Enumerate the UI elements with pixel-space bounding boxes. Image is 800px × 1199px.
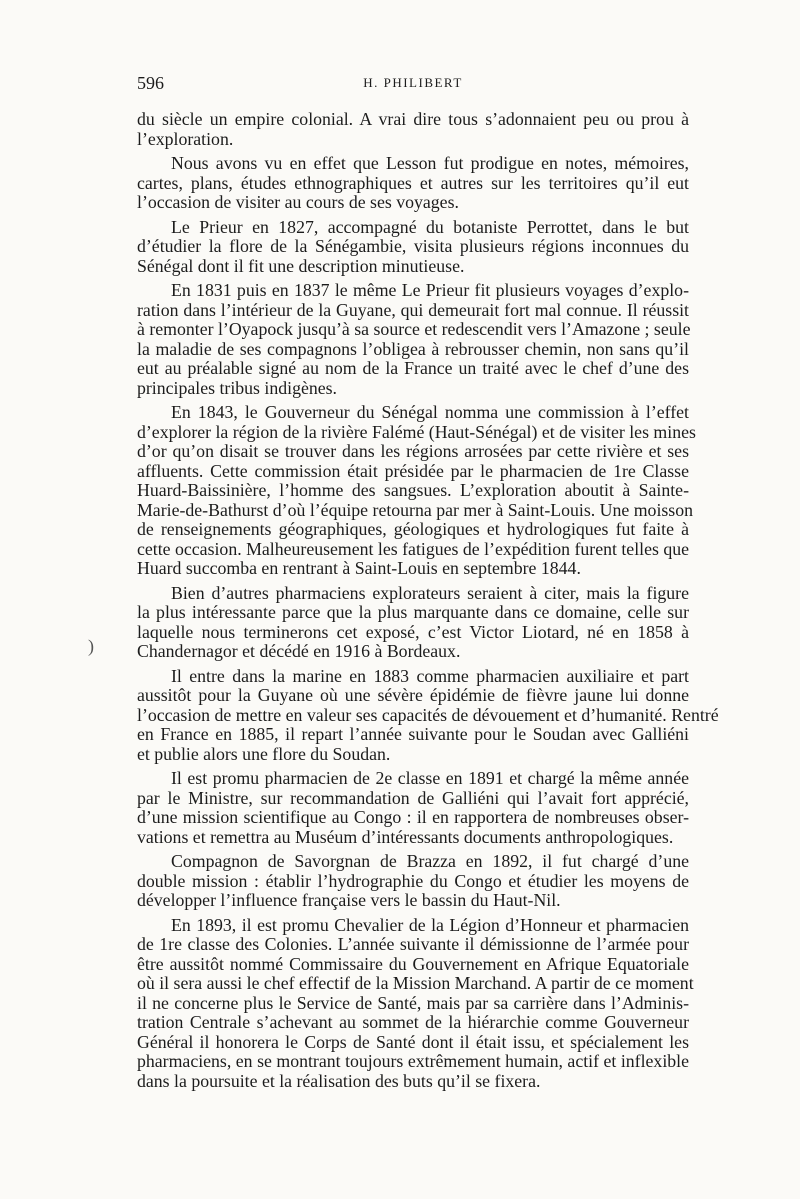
paragraph-4 <box>137 281 689 398</box>
paragraph-3 <box>137 218 689 277</box>
text-line: Il entre dans la marine en 1883 comme pharmacien auxiliaire et part <box>171 665 689 686</box>
text-line: Marie-de-Bathurst d’où l’équipe retourna par mer à Saint-Louis. Une moisson <box>137 499 694 520</box>
margin-mark: ) <box>88 636 94 656</box>
text-line: affluents. Cette commission était présidée par le pharmacien de 1re Classe <box>137 460 689 481</box>
text-line: Général il honorera le Corps de Santé dont il était issu, et spécialement les <box>137 1031 689 1052</box>
text-line: vations et remettra au Muséum d’intéressants documents anthropologiques. <box>137 826 674 847</box>
text-line: du siècle un empire colonial. A vrai dire tous s’adonnaient peu ou prou à <box>137 109 689 129</box>
text-line: Le Prieur en 1827, accompagné du botaniste Perrottet, dans le but <box>171 216 689 237</box>
paragraph-2 <box>137 154 689 213</box>
text-line: laquelle nous terminerons cet exposé, c’est Victor Liotard, né en 1858 à <box>137 621 689 642</box>
text-line: En 1831 puis en 1837 le même Le Prieur fit plusieurs voyages d’explo- <box>171 280 689 300</box>
text-line: où il sera aussi le chef effectif de la Mission Marchand. A partir de ce moment <box>137 973 694 993</box>
text-line: et publie alors une flore du Soudan. <box>137 743 391 764</box>
text-line: Huard succomba en rentrant à Saint-Louis en septembre 1844. <box>137 558 581 578</box>
text-line: ration dans l’intérieur de la Guyane, qui demeurait fort mal connue. Il réussit <box>137 299 689 320</box>
text-line: En 1893, il est promu Chevalier de la Légion d’Honneur et pharmacien <box>171 914 689 935</box>
text-line: Nous avons vu en effet que Lesson fut prodigue en notes, mémoires, <box>171 153 689 173</box>
text-line: tration Centrale s’achevant au sommet de la hiérarchie comme Gouverneur <box>137 1012 689 1032</box>
body-text <box>137 109 719 1096</box>
text-line: être aussitôt nommé Commissaire du Gouvernement en Afrique Equatoriale <box>137 953 689 974</box>
paragraph-9 <box>137 852 689 911</box>
text-line: principales tribus indigènes. <box>137 377 337 398</box>
page-header <box>137 73 689 99</box>
text-line: Huard-Baissinière, l’homme des sangsues. L’exploration aboutit à Sainte- <box>137 480 689 500</box>
text-line: par le Ministre, sur recommandation de Galliéni qui l’avait fort apprécié, <box>137 787 689 808</box>
text-line: eut au préalable signé au nom de la France un traité avec le chef d’une des <box>137 358 689 378</box>
text-line: de renseignements géographiques, géologiques et hydrologiques fut faite à <box>137 519 689 539</box>
text-line: il ne concerne plus le Service de Santé, mais par sa carrière dans l’Adminis- <box>137 992 689 1013</box>
paragraph-8 <box>137 769 689 847</box>
text-line: Bien d’autres pharmaciens explorateurs seraient à citer, mais la figure <box>171 582 689 603</box>
text-line: cette occasion. Malheureusement les fatigues de l’expédition furent telles que <box>137 538 690 559</box>
text-line: de 1re classe des Colonies. L’année suivante il démissionne de l’armée pour <box>137 934 689 954</box>
paragraph-5 <box>137 402 696 579</box>
text-line: l’exploration. <box>137 128 234 149</box>
text-line: développer l’influence française vers le bassin du Haut-Nil. <box>137 890 561 910</box>
text-line: double mission : établir l’hydrographie du Congo et étudier les moyens de <box>137 870 689 891</box>
text-line: En 1843, le Gouverneur du Sénégal nomma une commission à l’effet <box>171 402 689 422</box>
text-line: d’étudier la flore de la Sénégambie, visita plusieurs régions inconnues du <box>137 236 689 256</box>
text-line: aussitôt pour la Guyane où une sévère épidémie de fièvre jaune lui donne <box>137 685 689 705</box>
text-line: d’explorer la région de la rivière Falémé (Haut-Sénégal) et de visiter les mines <box>137 421 696 442</box>
text-line: Chandernagor et décédé en 1916 à Bordeaux. <box>137 641 461 661</box>
running-head: H. PHILIBERT <box>363 75 463 90</box>
text-line: d’or qu’on disait se trouver dans les régions arrosées par cette rivière et ses <box>137 441 689 461</box>
text-line: dans la poursuite et la réalisation des buts qu’il se fixera. <box>137 1070 541 1091</box>
text-line: d’une mission scientifique au Congo : il en rapportera de nombreuses obser- <box>137 807 689 827</box>
text-line: Compagnon de Savorgnan de Brazza en 1892, il fut chargé d’une <box>171 851 689 871</box>
paragraph-6 <box>137 584 689 662</box>
text-line: Il est promu pharmacien de 2e classe en 1891 et chargé la même année <box>171 768 689 788</box>
paragraph-7 <box>137 665 719 765</box>
text-line: Sénégal dont il fit une description minutieuse. <box>137 255 465 276</box>
text-line: la maladie de ses compagnons l’obligea à rebrousser chemin, non sans qu’il <box>137 338 689 359</box>
text-line: l’occasion de visiter au cours de ses voyages. <box>137 192 459 212</box>
text-line: à remonter l’Oyapock jusqu’à sa source et redescendit vers l’Amazone ; seule <box>137 319 691 339</box>
text-line: la plus intéressante parce que la plus marquante dans ce domaine, celle sur <box>137 602 689 622</box>
paragraph-10 <box>137 914 694 1092</box>
text-line: en France en 1885, il repart l’année suivante pour le Soudan avec Galliéni <box>137 724 689 744</box>
text-line: pharmaciens, en se montrant toujours extrêmement humain, actif et inflexible <box>137 1051 689 1071</box>
page-number: 596 <box>137 73 164 93</box>
text-line: l’occasion de mettre en valeur ses capacités de dévouement et d’humanité. Rentré <box>137 704 719 725</box>
paragraph-1 <box>137 110 689 149</box>
text-line: cartes, plans, études ethnographiques et autres sur les territoires qu’il eut <box>137 172 689 193</box>
